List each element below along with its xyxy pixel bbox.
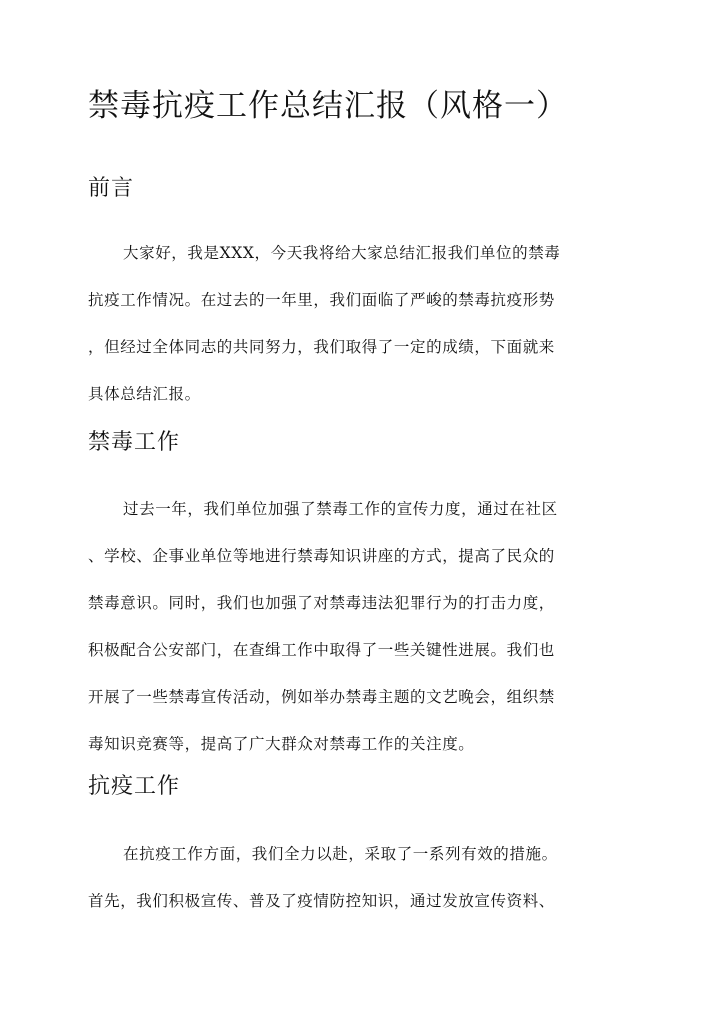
section-paragraph-drug-control xyxy=(88,486,636,768)
paragraph-line: ，但经过全体同志的共同努力，我们取得了一定的成绩，下面就来 xyxy=(88,338,555,356)
section-heading-preface: 前言 xyxy=(88,176,135,201)
paragraph-line: 具体总结汇报。 xyxy=(88,385,201,403)
paragraph-line: 抗疫工作情况。在过去的一年里，我们面临了严峻的禁毒抗疫形势 xyxy=(88,291,555,309)
paragraph-line: 大家好，我是XXX，今天我将给大家总结汇报我们单位的禁毒 xyxy=(123,244,561,262)
section-heading-drug-control: 禁毒工作 xyxy=(88,430,181,455)
paragraph-line: 、学校、企事业单位等地进行禁毒知识讲座的方式，提高了民众的 xyxy=(88,547,555,565)
paragraph-line: 积极配合公安部门，在查缉工作中取得了一些关键性进展。我们也 xyxy=(88,641,555,659)
paragraph-line: 禁毒意识。同时，我们也加强了对禁毒违法犯罪行为的打击力度， xyxy=(88,594,555,612)
paragraph-line: 在抗疫工作方面，我们全力以赴，采取了一系列有效的措施。 xyxy=(123,845,558,863)
section-heading-epidemic-control: 抗疫工作 xyxy=(88,774,181,799)
section-paragraph-preface xyxy=(88,230,636,418)
paragraph-line: 过去一年，我们单位加强了禁毒工作的宣传力度，通过在社区 xyxy=(123,500,558,518)
paragraph-line: 首先，我们积极宣传、普及了疫情防控知识，通过发放宣传资料、 xyxy=(88,892,555,910)
document-title: 禁毒抗疫工作总结汇报（风格一） xyxy=(88,88,568,124)
section-paragraph-epidemic-control xyxy=(88,831,636,925)
paragraph-line: 开展了一些禁毒宣传活动，例如举办禁毒主题的文艺晚会，组织禁 xyxy=(88,688,555,706)
paragraph-line: 毒知识竞赛等，提高了广大群众对禁毒工作的关注度。 xyxy=(88,735,475,753)
